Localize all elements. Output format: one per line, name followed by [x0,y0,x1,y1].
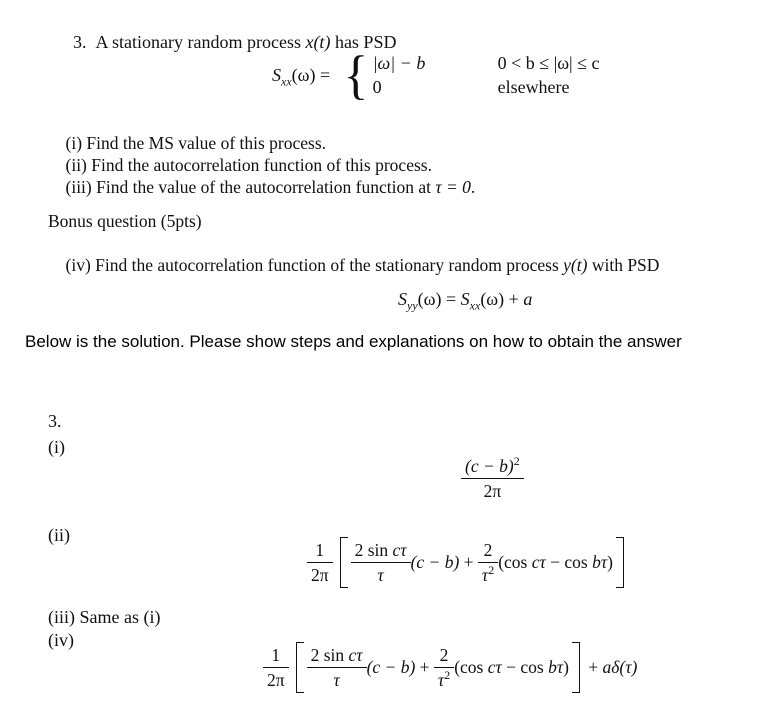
tau2-num: 2 [439,645,449,665]
coef-den: 2π [267,670,285,690]
case2-condition: elsewhere [497,77,570,97]
term2-ctau: cτ [531,552,546,572]
bonus-iv-math-yt: y(t) [563,255,588,275]
coef-den: 2π [311,565,329,585]
cases-brace: { [343,45,368,105]
syy-equals: = [441,289,461,309]
psd-lhs-base: S [272,64,281,85]
solution-part-iv-label: (iv) [48,630,74,650]
item-iii-text: Find the value of the autocorrelation function at [91,177,436,197]
left-bracket [296,642,304,693]
syy-lhs-base: S [398,289,407,309]
sinc-num-pre: 2 sin [310,645,349,665]
term2-minus-cos: − cos [501,657,549,677]
tau2-fraction [434,645,454,690]
solution-part-i-label: (i) [48,437,65,457]
heading-math-xt: x(t) [305,32,331,52]
term2-close: ) [607,552,613,572]
tau2-den [478,563,498,585]
sinc-num-var: cτ [348,645,363,665]
tail-delta-term: aδ(τ) [602,657,638,677]
coef-num: 1 [315,540,325,560]
sinc-num-pre: 2 sin [354,540,393,560]
left-bracket [340,537,348,588]
fraction-cb-squared [461,456,524,501]
bracket-content [348,537,616,588]
heading-text-post: has PSD [330,32,397,52]
fraction-i-denominator: 2π [483,481,502,501]
syy-rhs-base: S [460,289,470,309]
coef-fraction [263,645,289,690]
solution-ii-answer [307,537,624,588]
tau2-num: 2 [483,540,493,560]
term2-minus-cos: − cos [545,552,593,572]
item-i-text: Find the MS value of this process. [82,133,327,153]
item-ii-text: Find the autocorrelation function of this process. [86,155,432,175]
syy-equation [380,266,532,332]
sinc-num [307,645,367,667]
item-iii-post: . [470,177,476,197]
cases-conditions [498,51,600,99]
psd-equation [272,45,600,105]
problem-number: 3. [73,32,87,52]
term2-cos-open: (cos [498,552,532,572]
term1-plus: + [459,552,478,572]
coef-fraction [307,540,333,585]
bonus-iv-label: (iv) [65,255,91,275]
bonus-item-iv [48,232,659,298]
instruction-text: Below is the solution. Please show steps and explanations on how to obtain the answer [25,332,682,351]
heading-text-pre: A stationary random process [95,32,306,52]
cases-expressions [373,51,498,99]
case1-expression: |ω| − b [372,53,426,73]
sinc-den: τ [377,565,384,585]
psd-lhs [272,64,335,89]
item-iii-math: τ = 0 [435,177,471,197]
sinc-den: τ [333,670,340,690]
sinc-num-var: cτ [392,540,407,560]
tau2-den-sup: 2 [444,668,451,682]
tau2-den [434,668,454,690]
syy-a: a [523,289,533,309]
sinc-fraction [351,540,411,585]
case2-expression: 0 [372,77,382,97]
solution-part-ii-label: (ii) [48,525,70,545]
tau2-den-base: τ [481,565,489,585]
case1-condition: 0 < b ≤ |ω| ≤ c [497,53,600,73]
term2-cos-open: (cos [454,657,488,677]
right-bracket [616,537,624,588]
item-i-label: (i) [65,133,83,153]
bonus-title: Bonus question (5pts) [48,211,202,231]
syy-rhs-sub: xx [469,298,481,313]
term2-ctau: cτ [487,657,502,677]
term2-btau: bτ [548,657,564,677]
tail-plus: + [583,657,603,677]
term1-plus: + [415,657,434,677]
bracket-content [304,642,572,693]
term2-btau: bτ [592,552,608,572]
syy-lhs-arg: (ω) [417,289,442,309]
term1-cb: (c − b) [410,552,460,572]
psd-equals: = [315,64,335,85]
item-iii-label: (iii) [65,177,92,197]
psd-lhs-arg: (ω) [291,64,316,85]
sinc-fraction [307,645,367,690]
syy-plus: + [504,289,524,309]
fraction-i-numerator [461,456,524,478]
syy-rhs-arg: (ω) [480,289,505,309]
sinc-num [351,540,411,562]
solution-part-iii-label: (iii) Same as (i) [48,607,161,627]
fraction-i-num-sup: 2 [513,454,520,468]
bonus-iv-text: Find the autocorrelation function of the stationary random process [90,255,564,275]
psd-lhs-sub: xx [281,74,292,89]
tau2-den-base: τ [437,670,445,690]
coef-num: 1 [271,645,281,665]
bonus-iv-post: with PSD [587,255,660,275]
solution-i-answer [461,456,524,501]
term2-close: ) [563,657,569,677]
solution-iv-answer [263,642,637,693]
item-ii-label: (ii) [65,155,87,175]
tau2-fraction [478,540,498,585]
term1-cb: (c − b) [366,657,416,677]
tau2-den-sup: 2 [488,563,495,577]
right-bracket [572,642,580,693]
syy-lhs-sub: yy [407,298,418,313]
solution-number: 3. [48,411,62,431]
fraction-i-num-base: (c − b) [465,456,514,476]
